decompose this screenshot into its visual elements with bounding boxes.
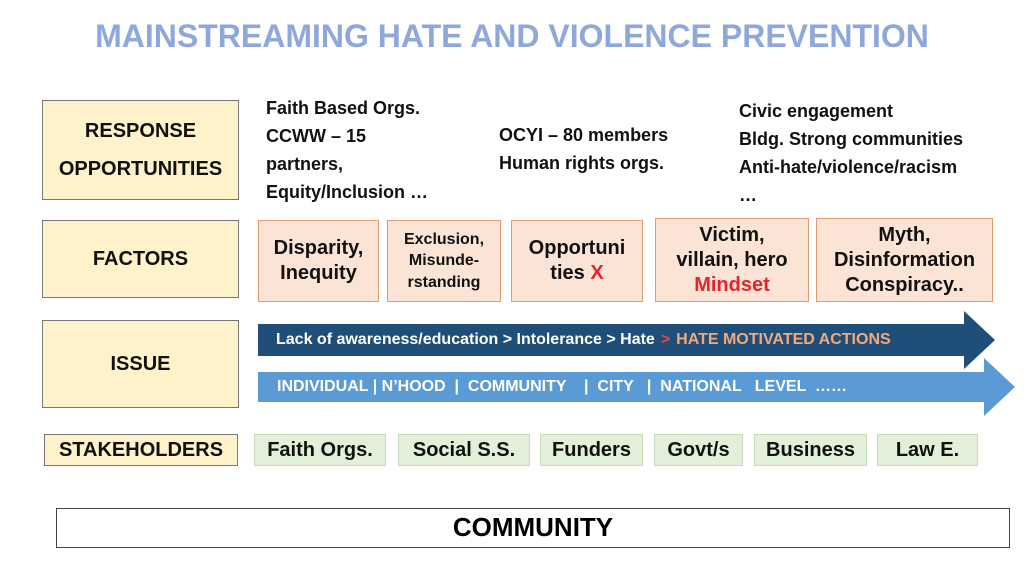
stakeholder-social-ss: Social S.S. xyxy=(398,434,530,466)
factor-text-line: Inequity xyxy=(280,262,357,284)
arrow2-label xyxy=(277,372,847,402)
arrow1-highlight: HATE MOTIVATED ACTIONS xyxy=(676,331,891,348)
stakeholder-business: Business xyxy=(754,434,867,466)
stakeholder-funders: Funders xyxy=(540,434,643,466)
row-label-response-line2: OPPORTUNITIES xyxy=(58,158,223,180)
response-text-line: Bldg. Strong communities xyxy=(739,129,964,149)
row-label-factors: FACTORS xyxy=(42,220,239,298)
arrow1-text: Lack of awareness/education > Intolerance > Hate xyxy=(276,331,655,348)
factor-text-line: rstanding xyxy=(407,273,481,291)
factor-text-line: Exclusion, xyxy=(403,230,485,248)
response-text-line: Faith Based Orgs. xyxy=(266,98,421,118)
arrow1-label xyxy=(276,324,891,356)
factor-text-line: Myth, xyxy=(878,223,931,246)
factor-text-line: Disinformation xyxy=(833,248,976,271)
row-label-response-line1: RESPONSE xyxy=(84,120,197,142)
page-title: MAINSTREAMING HATE AND VIOLENCE PREVENTION xyxy=(95,18,929,54)
stakeholder-faith-orgs: Faith Orgs. xyxy=(254,434,386,466)
factor-text-line: Disparity, xyxy=(273,237,364,259)
factor-text-word: ties xyxy=(550,262,585,284)
factor-red-x: X xyxy=(590,262,604,284)
row-label-issue: ISSUE xyxy=(42,320,239,408)
response-text-line: Equity/Inclusion … xyxy=(266,182,429,202)
response-text-line: Civic engagement xyxy=(739,101,894,121)
factor-text-line: Victim, xyxy=(699,223,765,246)
factor-red-mindset: Mindset xyxy=(694,273,770,296)
response-text-line: partners, xyxy=(266,154,344,174)
factor-text-line: Opportuni xyxy=(528,237,626,259)
factor-text-line: Conspiracy.. xyxy=(845,273,964,296)
arrow2-text: INDIVIDUAL | N’HOOD | COMMUNITY | CITY | NATIONAL LEVEL …… xyxy=(277,378,847,395)
response-text-line: Human rights orgs. xyxy=(499,153,665,173)
response-text-line: OCYI – 80 members xyxy=(499,125,669,145)
arrow1-separator: > xyxy=(660,331,671,348)
factor-text-line: villain, hero xyxy=(676,248,788,271)
community-bar: COMMUNITY xyxy=(56,508,1010,548)
response-text-line: Anti-hate/violence/racism xyxy=(739,157,958,177)
response-text-line: … xyxy=(739,185,757,205)
row-label-stakeholders: STAKEHOLDERS xyxy=(44,434,238,466)
stakeholder-law-e: Law E. xyxy=(877,434,978,466)
factor-text-line: Misunde- xyxy=(408,252,480,270)
response-text-line: CCWW – 15 xyxy=(266,126,367,146)
stakeholder-govts: Govt/s xyxy=(654,434,743,466)
